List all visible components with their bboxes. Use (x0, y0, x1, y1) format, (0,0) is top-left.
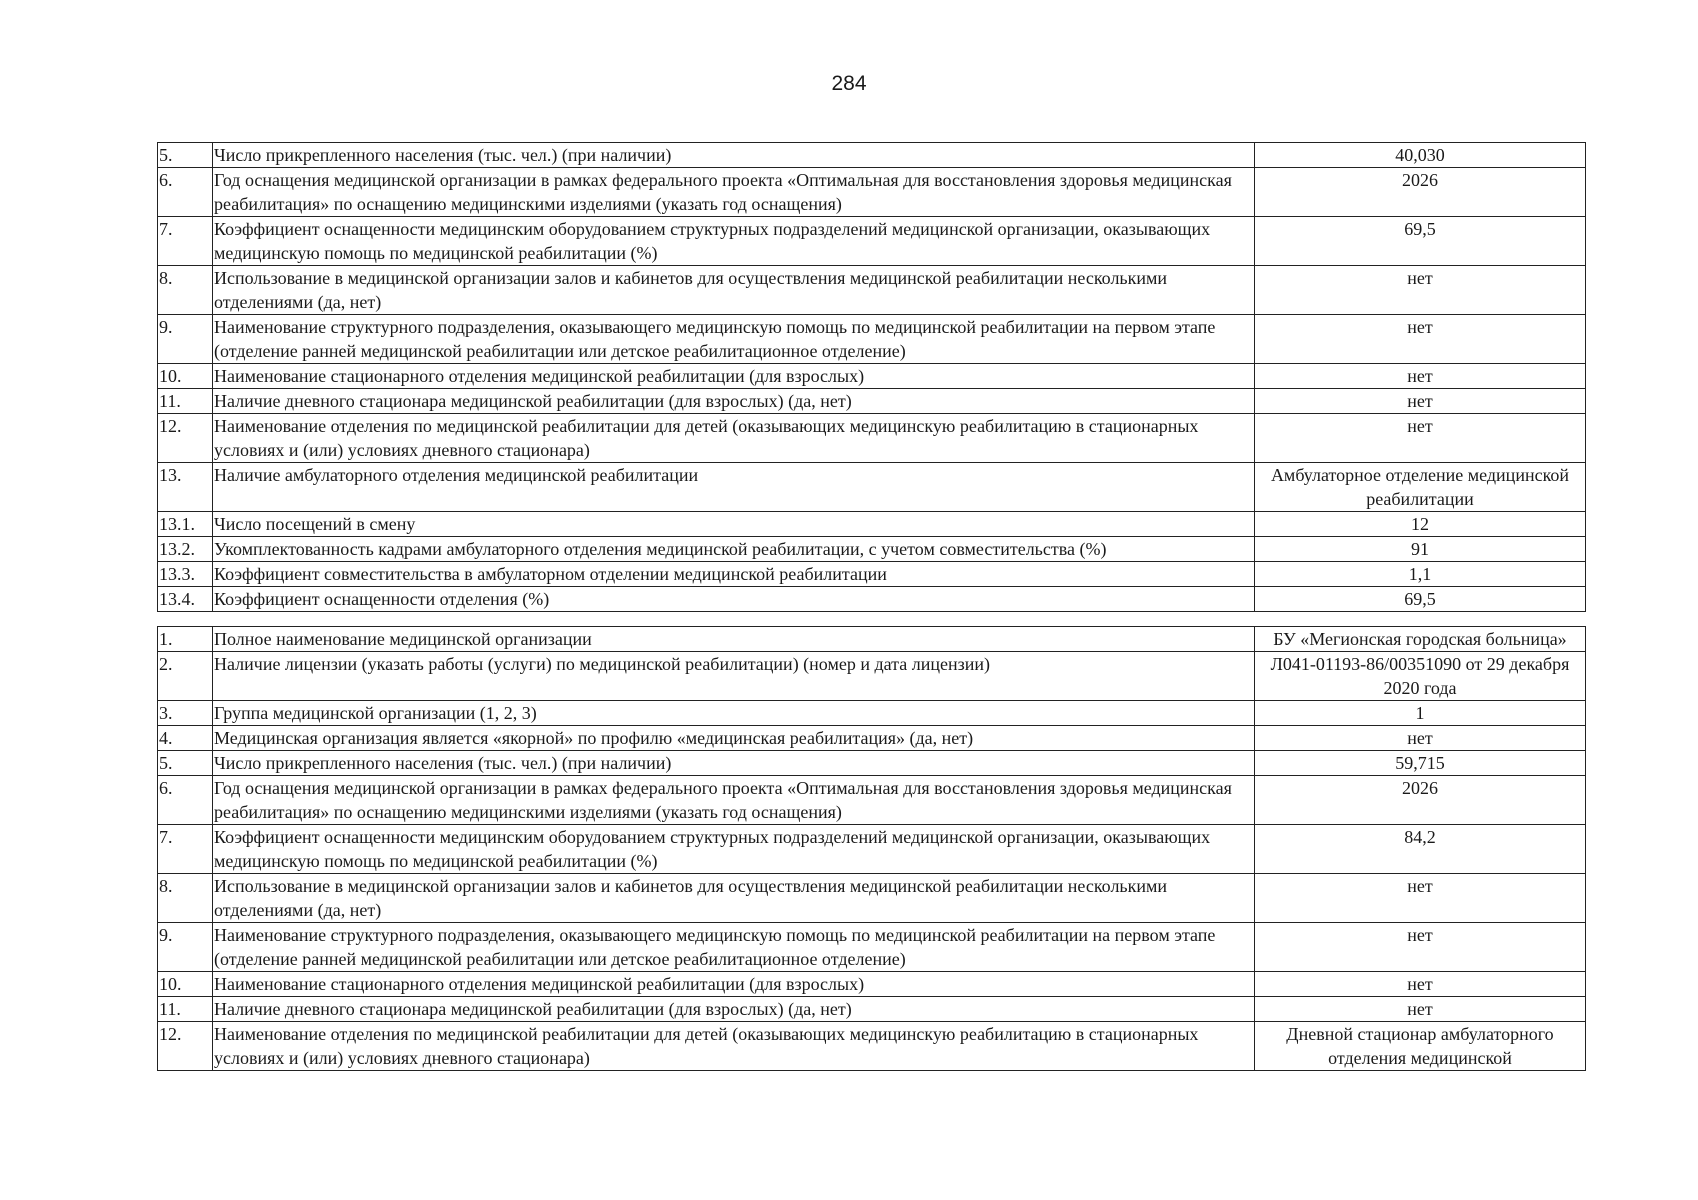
row-description: Использование в медицинской организации залов и кабинетов для осуществления медицинской реабилитации несколькими отделениями (да, нет) (213, 266, 1255, 315)
row-value: Амбулаторное отделение медицинской реабилитации (1255, 463, 1586, 512)
row-value: нет (1255, 414, 1586, 463)
row-number: 8. (158, 266, 213, 315)
row-description: Год оснащения медицинской организации в рамках федерального проекта «Оптимальная для восстановления здоровья медицинская реабилитация» по оснащению медицинскими изделиями (указать год оснащения) (213, 168, 1255, 217)
table-row (158, 751, 1586, 776)
row-description: Наличие амбулаторного отделения медицинской реабилитации (213, 463, 1255, 512)
row-description: Полное наименование медицинской организации (213, 627, 1255, 652)
table-row (158, 923, 1586, 972)
table-row (158, 1022, 1586, 1071)
row-value: 2026 (1255, 776, 1586, 825)
table-row (158, 627, 1586, 652)
row-value: 1,1 (1255, 562, 1586, 587)
row-value: нет (1255, 923, 1586, 972)
row-value: нет (1255, 364, 1586, 389)
row-description: Использование в медицинской организации залов и кабинетов для осуществления медицинской реабилитации несколькими отделениями (да, нет) (213, 874, 1255, 923)
table-body (158, 627, 1586, 1071)
row-description: Коэффициент совместительства в амбулаторном отделении медицинской реабилитации (213, 562, 1255, 587)
row-description: Медицинская организация является «якорной» по профилю «медицинская реабилитация» (да, нет) (213, 726, 1255, 751)
table-row (158, 587, 1586, 612)
row-description: Коэффициент оснащенности медицинским оборудованием структурных подразделений медицинской организации, оказывающих медицинскую помощь по медицинской реабилитации (%) (213, 825, 1255, 874)
row-value: 59,715 (1255, 751, 1586, 776)
row-value: нет (1255, 266, 1586, 315)
row-number: 13.4. (158, 587, 213, 612)
row-description: Коэффициент оснащенности отделения (%) (213, 587, 1255, 612)
table-row (158, 997, 1586, 1022)
facility-table-2 (157, 626, 1586, 1071)
table-row (158, 652, 1586, 701)
row-value: нет (1255, 389, 1586, 414)
table-row (158, 168, 1586, 217)
table-row (158, 364, 1586, 389)
table-row (158, 562, 1586, 587)
row-value: Л041-01193-86/00351090 от 29 декабря 2020 года (1255, 652, 1586, 701)
row-number: 2. (158, 652, 213, 701)
row-number: 11. (158, 997, 213, 1022)
row-number: 5. (158, 751, 213, 776)
table-row (158, 825, 1586, 874)
row-value: БУ «Мегионская городская больница» (1255, 627, 1586, 652)
row-number: 3. (158, 701, 213, 726)
row-number: 8. (158, 874, 213, 923)
row-value: нет (1255, 972, 1586, 997)
table-row (158, 537, 1586, 562)
table-row (158, 463, 1586, 512)
table-row (158, 414, 1586, 463)
row-description: Наличие дневного стационара медицинской реабилитации (для взрослых) (да, нет) (213, 389, 1255, 414)
row-value: нет (1255, 726, 1586, 751)
facility-table-1 (157, 142, 1586, 612)
row-description: Наименование отделения по медицинской реабилитации для детей (оказывающих медицинскую реабилитацию в стационарных условиях и (или) условиях дневного стационара) (213, 1022, 1255, 1071)
row-value: нет (1255, 315, 1586, 364)
row-number: 13.2. (158, 537, 213, 562)
row-value: нет (1255, 874, 1586, 923)
row-number: 12. (158, 1022, 213, 1071)
table-row (158, 217, 1586, 266)
row-description: Год оснащения медицинской организации в рамках федерального проекта «Оптимальная для восстановления здоровья медицинская реабилитация» по оснащению медицинскими изделиями (указать год оснащения) (213, 776, 1255, 825)
row-number: 11. (158, 389, 213, 414)
row-number: 1. (158, 627, 213, 652)
table-row (158, 389, 1586, 414)
row-description: Укомплектованность кадрами амбулаторного отделения медицинской реабилитации, с учетом совместительства (%) (213, 537, 1255, 562)
table-body (158, 143, 1586, 612)
page-number: 284 (831, 72, 867, 95)
row-description: Число посещений в смену (213, 512, 1255, 537)
row-number: 4. (158, 726, 213, 751)
row-description: Наименование структурного подразделения, оказывающего медицинскую помощь по медицинской реабилитации на первом этапе (отделение ранней медицинской реабилитации или детское реабилитационное отделение) (213, 315, 1255, 364)
row-number: 9. (158, 923, 213, 972)
row-number: 9. (158, 315, 213, 364)
row-description: Наличие лицензии (указать работы (услуги) по медицинской реабилитации) (номер и дата лицензии) (213, 652, 1255, 701)
row-description: Наименование отделения по медицинской реабилитации для детей (оказывающих медицинскую реабилитацию в стационарных условиях и (или) условиях дневного стационара) (213, 414, 1255, 463)
row-number: 6. (158, 168, 213, 217)
row-number: 13. (158, 463, 213, 512)
row-value: 69,5 (1255, 217, 1586, 266)
table-row (158, 972, 1586, 997)
row-description: Наименование стационарного отделения медицинской реабилитации (для взрослых) (213, 364, 1255, 389)
row-number: 10. (158, 364, 213, 389)
row-value: 69,5 (1255, 587, 1586, 612)
row-description: Наименование структурного подразделения, оказывающего медицинскую помощь по медицинской реабилитации на первом этапе (отделение ранней медицинской реабилитации или детское реабилитационное отделение) (213, 923, 1255, 972)
row-value: нет (1255, 997, 1586, 1022)
row-value: Дневной стационар амбулаторного отделения медицинской (1255, 1022, 1586, 1071)
row-value: 84,2 (1255, 825, 1586, 874)
row-description: Коэффициент оснащенности медицинским оборудованием структурных подразделений медицинской организации, оказывающих медицинскую помощь по медицинской реабилитации (%) (213, 217, 1255, 266)
row-number: 12. (158, 414, 213, 463)
row-description: Число прикрепленного населения (тыс. чел.) (при наличии) (213, 751, 1255, 776)
row-description: Наименование стационарного отделения медицинской реабилитации (для взрослых) (213, 972, 1255, 997)
table-row (158, 266, 1586, 315)
row-value: 91 (1255, 537, 1586, 562)
row-number: 6. (158, 776, 213, 825)
table-row (158, 701, 1586, 726)
row-value: 1 (1255, 701, 1586, 726)
table-row (158, 315, 1586, 364)
row-number: 13.1. (158, 512, 213, 537)
row-number: 13.3. (158, 562, 213, 587)
row-description: Группа медицинской организации (1, 2, 3) (213, 701, 1255, 726)
row-value: 12 (1255, 512, 1586, 537)
row-description: Число прикрепленного населения (тыс. чел.) (при наличии) (213, 143, 1255, 168)
row-value: 40,030 (1255, 143, 1586, 168)
row-value: 2026 (1255, 168, 1586, 217)
table-row (158, 874, 1586, 923)
row-number: 7. (158, 217, 213, 266)
row-description: Наличие дневного стационара медицинской реабилитации (для взрослых) (да, нет) (213, 997, 1255, 1022)
table-row (158, 512, 1586, 537)
row-number: 7. (158, 825, 213, 874)
table-row (158, 143, 1586, 168)
row-number: 5. (158, 143, 213, 168)
table-row (158, 776, 1586, 825)
table-row (158, 726, 1586, 751)
row-number: 10. (158, 972, 213, 997)
